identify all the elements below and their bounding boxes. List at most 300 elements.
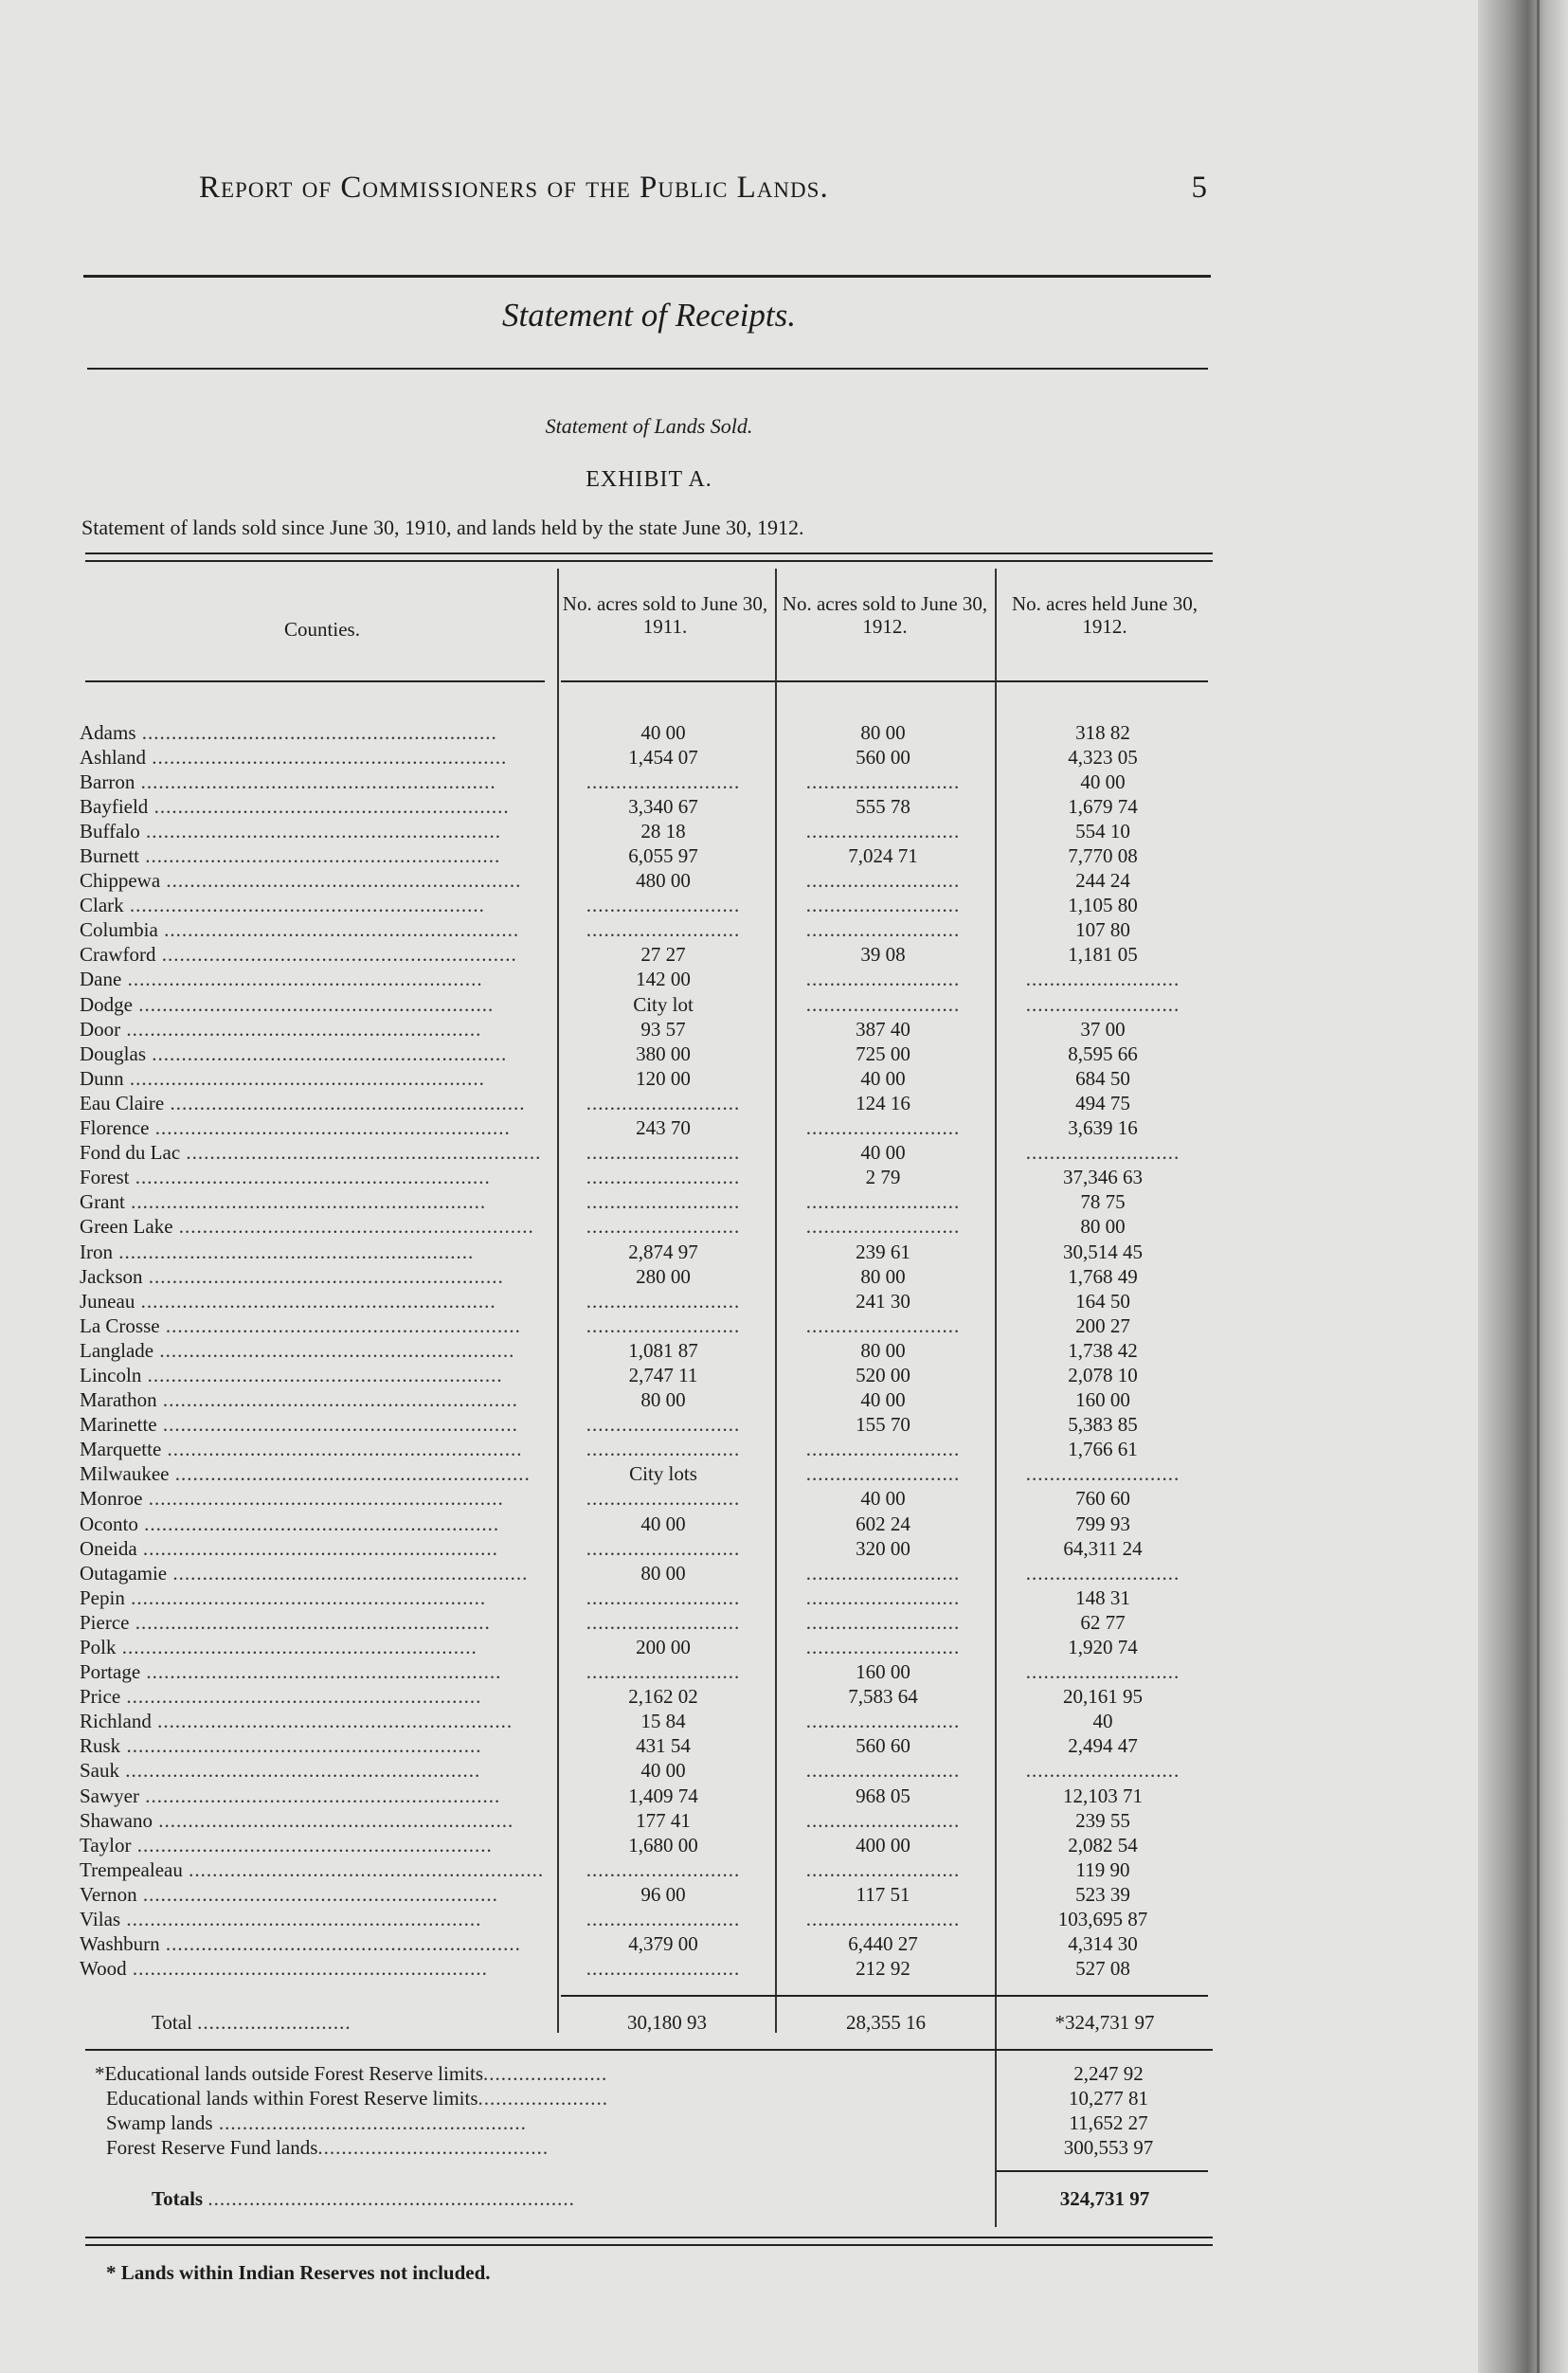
- acres-sold-1911-cell: 380 00: [636, 1042, 691, 1065]
- table-row: [80, 1289, 1213, 1313]
- acres-held-1912-cell: 244 24: [1075, 869, 1130, 893]
- county-name: Columbia: [80, 918, 158, 942]
- table-row: [80, 1808, 1213, 1833]
- acres-held-1912-cell: 107 80: [1075, 918, 1130, 942]
- table-row: [80, 1957, 1213, 1982]
- county-name-cell: [80, 992, 553, 1017]
- grand-totals-row: [152, 2187, 575, 2211]
- acres-sold-1912-cell: 7,024 71: [848, 844, 918, 868]
- acres-sold-1911-cell: ..........................: [586, 1857, 741, 1881]
- leader-dots: ............................................................: [137, 1512, 500, 1535]
- county-name: Ashland: [80, 745, 146, 769]
- county-name: Florence: [80, 1116, 150, 1140]
- acres-held-1912-cell: ..........................: [1025, 968, 1181, 991]
- col-header-counties: Counties.: [284, 618, 360, 641]
- county-name-cell: [80, 1512, 553, 1536]
- leader-dots: ............................................................: [139, 819, 502, 842]
- acres-sold-1912-cell: ..........................: [805, 992, 961, 1016]
- table-row: [80, 1141, 1213, 1166]
- acres-sold-1912-cell: 155 70: [856, 1413, 910, 1437]
- table-row: [80, 1585, 1213, 1610]
- leader-dots: ............................................................: [139, 844, 501, 868]
- col-header-sold-1912: No. acres sold to June 30, 1912.: [782, 592, 988, 638]
- county-name-cell: [80, 1438, 553, 1462]
- county-name-cell: [80, 1240, 553, 1264]
- county-name: La Crosse: [80, 1313, 160, 1337]
- acres-sold-1911-cell: ..........................: [586, 1957, 741, 1981]
- table-row: [80, 1932, 1213, 1957]
- county-name-cell: [80, 1363, 553, 1387]
- leader-dots: ............................................................: [135, 770, 496, 793]
- leader-dots: ............................................................: [182, 1857, 545, 1881]
- summary-labels: [95, 2062, 608, 2161]
- leader-dots: ............................................................: [172, 1215, 534, 1239]
- acres-sold-1911-cell: ..........................: [586, 1141, 741, 1165]
- header-bottom-rule-values: [561, 680, 1208, 682]
- county-name: Vernon: [80, 1882, 137, 1906]
- acres-sold-1912-cell: ..........................: [805, 1585, 961, 1609]
- table-row: [80, 1066, 1213, 1091]
- table-row: [80, 1190, 1213, 1215]
- table-row: [80, 1313, 1213, 1338]
- acres-sold-1911-cell: ..........................: [586, 1091, 741, 1114]
- table-row: [80, 943, 1213, 968]
- acres-sold-1911-cell: 3,340 67: [628, 794, 698, 818]
- acres-sold-1911-cell: 280 00: [636, 1264, 691, 1288]
- table-row: [80, 1091, 1213, 1115]
- acres-sold-1912-cell: ..........................: [805, 1710, 961, 1733]
- total-held-1912: *324,731 97: [1054, 2011, 1155, 2034]
- acres-sold-1912-cell: ..........................: [805, 1462, 961, 1486]
- leader-dots: ............................................................: [123, 894, 485, 917]
- acres-held-1912-cell: ..........................: [1025, 1660, 1181, 1684]
- acres-sold-1911-cell: 480 00: [636, 869, 691, 893]
- summary-line: [95, 2111, 608, 2136]
- county-name: Outagamie: [80, 1561, 168, 1585]
- acres-sold-1912-cell: 124 16: [856, 1091, 910, 1114]
- acres-sold-1911-cell: 40 00: [640, 1512, 686, 1535]
- acres-sold-1911-cell: ..........................: [586, 1610, 741, 1634]
- acres-sold-1911-cell: 96 00: [640, 1882, 686, 1906]
- acres-sold-1912-cell: 241 30: [856, 1289, 910, 1313]
- acres-held-1912-cell: 8,595 66: [1068, 1042, 1138, 1065]
- acres-sold-1911-cell: 40 00: [640, 720, 686, 744]
- total-label: Total: [152, 2011, 192, 2034]
- col-header-held-1912: No. acres held June 30, 1912.: [1012, 592, 1198, 638]
- county-name: Douglas: [80, 1042, 146, 1065]
- leader-dots: ............................................................: [151, 1710, 514, 1733]
- leader-dots: ....................................................: [212, 2111, 527, 2134]
- acres-sold-1911-cell: ..........................: [586, 1166, 741, 1189]
- acres-sold-1912-cell: ..........................: [805, 1438, 961, 1461]
- table-row: [80, 1710, 1213, 1734]
- county-name-cell: [80, 770, 553, 794]
- total-sold-1911: 30,180 93: [627, 2011, 707, 2034]
- acres-sold-1912-cell: ..........................: [805, 869, 961, 893]
- acres-sold-1911-cell: ..........................: [586, 1289, 741, 1313]
- acres-sold-1912-cell: 7,583 64: [848, 1685, 918, 1709]
- county-name: Pierce: [80, 1610, 130, 1634]
- county-name: Fond du Lac: [80, 1141, 181, 1165]
- exhibit-label: EXHIBIT A.: [586, 467, 712, 492]
- county-name: Pepin: [80, 1585, 125, 1609]
- county-name-cell: [80, 1585, 553, 1610]
- acres-sold-1912-cell: 560 60: [856, 1734, 910, 1758]
- county-name-cell: [80, 1487, 553, 1512]
- leader-dots: ............................................................: [123, 1066, 485, 1090]
- acres-held-1912-cell: 1,181 05: [1068, 943, 1138, 967]
- acres-sold-1912-cell: ..........................: [805, 1857, 961, 1881]
- leader-dots: ..........................: [197, 2011, 351, 2034]
- county-name-cell: [80, 943, 553, 968]
- leader-dots: ............................................................: [124, 1190, 487, 1214]
- county-name-cell: [80, 1957, 553, 1982]
- leader-dots: ............................................................: [131, 1833, 493, 1857]
- acres-sold-1911-cell: 243 70: [636, 1116, 691, 1140]
- acres-held-1912-cell: 30,514 45: [1063, 1240, 1143, 1263]
- table-top-rule-2: [85, 560, 1213, 562]
- leader-dots: ............................................................: [156, 1413, 518, 1437]
- acres-sold-1911-cell: 2,874 97: [628, 1240, 698, 1263]
- summary-value: 10,277 81: [1069, 2087, 1148, 2110]
- acres-sold-1911-cell: ..........................: [586, 1413, 741, 1437]
- top-rule: [83, 275, 1211, 278]
- title-rule: [87, 368, 1208, 370]
- leader-dots: ............................................................: [129, 1166, 491, 1189]
- acres-sold-1912-cell: 2 79: [865, 1166, 901, 1189]
- county-name: Juneau: [80, 1289, 135, 1313]
- summary-line: [95, 2087, 608, 2111]
- county-name: Shawano: [80, 1808, 153, 1832]
- acres-sold-1912-cell: ..........................: [805, 1215, 961, 1239]
- county-name-cell: [80, 1857, 553, 1882]
- leader-dots: ............................................................: [120, 1017, 482, 1041]
- book-binding: [1478, 0, 1568, 2373]
- county-name: Barron: [80, 770, 135, 793]
- acres-sold-1911-cell: 120 00: [636, 1066, 691, 1090]
- acres-sold-1911-cell: 177 41: [636, 1808, 691, 1832]
- county-name-cell: [80, 918, 553, 943]
- county-name: Adams: [80, 720, 136, 744]
- table-row: [80, 1908, 1213, 1932]
- county-name-cell: [80, 1116, 553, 1141]
- leader-dots: ......................: [478, 2087, 609, 2110]
- acres-held-1912-cell: 527 08: [1075, 1957, 1130, 1981]
- county-name: Burnett: [80, 844, 139, 868]
- leader-dots: ............................................................: [148, 794, 510, 818]
- table-row: [80, 1413, 1213, 1438]
- leader-dots: ............................................................: [160, 869, 522, 893]
- county-name: Buffalo: [80, 819, 140, 842]
- acres-sold-1911-cell: 1,454 07: [628, 745, 698, 769]
- table-row: [80, 1116, 1213, 1141]
- county-name-cell: [80, 1734, 553, 1759]
- acres-sold-1912-cell: ..........................: [805, 1116, 961, 1140]
- table-row: [80, 1610, 1213, 1635]
- county-name-cell: [80, 843, 553, 868]
- table-row: [80, 992, 1213, 1017]
- summary-value: 2,247 92: [1073, 2062, 1144, 2085]
- county-name-cell: [80, 1685, 553, 1710]
- bottom-rule: [85, 2237, 1213, 2238]
- table-row: [80, 1017, 1213, 1042]
- acres-held-1912-cell: 4,323 05: [1068, 745, 1138, 769]
- acres-sold-1911-cell: 28 18: [640, 819, 686, 842]
- acres-held-1912-cell: 200 27: [1075, 1313, 1130, 1337]
- county-name: Marquette: [80, 1438, 162, 1461]
- acres-held-1912-cell: 40: [1092, 1710, 1113, 1733]
- table-row: [80, 1338, 1213, 1363]
- county-name: Oneida: [80, 1536, 137, 1560]
- acres-held-1912-cell: 2,078 10: [1068, 1363, 1138, 1386]
- acres-sold-1911-cell: ..........................: [586, 894, 741, 917]
- leader-dots: ............................................................: [169, 1462, 531, 1486]
- acres-sold-1911-cell: 1,081 87: [628, 1338, 698, 1362]
- table-row: [80, 1882, 1213, 1907]
- county-name: Polk: [80, 1636, 117, 1659]
- acres-held-1912-cell: 20,161 95: [1063, 1685, 1143, 1709]
- acres-sold-1912-cell: 555 78: [856, 794, 910, 818]
- county-name: Trempealeau: [80, 1857, 183, 1881]
- county-name: Jackson: [80, 1264, 143, 1288]
- acres-sold-1911-cell: 2,162 02: [628, 1685, 698, 1709]
- acres-held-1912-cell: 1,679 74: [1068, 794, 1138, 818]
- acres-held-1912-cell: 1,768 49: [1068, 1264, 1138, 1288]
- county-name-cell: [80, 1338, 553, 1363]
- grand-totals-value: 324,731 97: [1059, 2187, 1150, 2210]
- county-name: Rusk: [80, 1734, 121, 1758]
- leader-dots: ............................................................: [146, 1042, 508, 1065]
- table-row: [80, 869, 1213, 894]
- leader-dots: ............................................................: [135, 720, 497, 744]
- acres-sold-1912-cell: 212 92: [856, 1957, 910, 1981]
- leader-dots: ............................................................: [153, 1338, 515, 1362]
- leader-dots: ............................................................: [141, 1363, 503, 1386]
- acres-held-1912-cell: 1,766 61: [1068, 1438, 1138, 1461]
- leader-dots: ............................................................: [142, 1264, 504, 1288]
- acres-sold-1912-cell: 40 00: [860, 1066, 906, 1090]
- acres-sold-1912-cell: ..........................: [805, 1190, 961, 1214]
- acres-sold-1912-cell: ..........................: [805, 770, 961, 793]
- county-name-cell: [80, 1042, 553, 1066]
- county-name-cell: [80, 1882, 553, 1907]
- table-row: [80, 1734, 1213, 1759]
- acres-sold-1911-cell: 1,409 74: [628, 1784, 698, 1807]
- county-name: Dodge: [80, 992, 133, 1016]
- total-rule: [85, 2049, 1213, 2051]
- acres-sold-1912-cell: ..........................: [805, 1636, 961, 1659]
- acres-sold-1912-cell: 39 08: [860, 943, 906, 967]
- county-name-cell: [80, 1536, 553, 1561]
- bottom-rule-2: [85, 2244, 1213, 2246]
- acres-sold-1911-cell: 80 00: [640, 1561, 686, 1585]
- table-row: [80, 1833, 1213, 1857]
- table-row: [80, 1561, 1213, 1585]
- leader-dots: ............................................................: [167, 1561, 529, 1585]
- table-row: [80, 1264, 1213, 1289]
- table-row: [80, 1536, 1213, 1561]
- acres-held-1912-cell: 64,311 24: [1063, 1536, 1143, 1560]
- table-row: [80, 843, 1213, 868]
- leader-dots: ............................................................: [155, 943, 517, 967]
- leader-dots: ............................................................: [135, 1289, 496, 1313]
- leader-dots: ............................................................: [120, 1685, 482, 1709]
- acres-sold-1912-cell: 320 00: [856, 1536, 910, 1560]
- acres-sold-1912-cell: ..........................: [805, 1313, 961, 1337]
- acres-held-1912-cell: 2,082 54: [1068, 1833, 1138, 1857]
- county-name-cell: [80, 1264, 553, 1289]
- county-name-cell: [80, 745, 553, 770]
- county-name: Crawford: [80, 943, 156, 967]
- acres-sold-1911-cell: 2,747 11: [628, 1363, 698, 1386]
- leader-dots: ............................................................: [140, 1660, 502, 1684]
- acres-held-1912-cell: 760 60: [1075, 1487, 1130, 1511]
- leader-dots: ............................................................: [164, 1091, 526, 1114]
- acres-held-1912-cell: 523 39: [1075, 1882, 1130, 1906]
- acres-held-1912-cell: 37 00: [1080, 1017, 1126, 1041]
- county-name-cell: [80, 1091, 553, 1115]
- acres-held-1912-cell: 494 75: [1075, 1091, 1130, 1114]
- county-name: Vilas: [80, 1908, 121, 1931]
- acres-sold-1911-cell: ..........................: [586, 1908, 741, 1931]
- acres-sold-1912-cell: 40 00: [860, 1388, 906, 1412]
- county-name: Marathon: [80, 1388, 157, 1412]
- acres-held-1912-cell: 3,639 16: [1068, 1116, 1138, 1140]
- county-name: Lincoln: [80, 1363, 142, 1386]
- leader-dots: ............................................................: [121, 968, 483, 991]
- table-row: [80, 745, 1213, 770]
- county-name-cell: [80, 1635, 553, 1659]
- summary-label: Forest Reserve Fund lands: [106, 2136, 318, 2159]
- acres-held-1912-cell: 554 10: [1075, 819, 1130, 842]
- table-row: [80, 1166, 1213, 1190]
- county-name-cell: [80, 1833, 553, 1857]
- acres-sold-1911-cell: ..........................: [586, 1438, 741, 1461]
- acres-held-1912-cell: ..........................: [1025, 1561, 1181, 1585]
- acres-sold-1912-cell: 387 40: [856, 1017, 910, 1041]
- acres-sold-1911-cell: City lots: [629, 1462, 697, 1486]
- table-row: [80, 1363, 1213, 1387]
- leader-dots: ............................................................: [116, 1636, 478, 1659]
- acres-sold-1911-cell: 142 00: [636, 968, 691, 991]
- county-name-cell: [80, 720, 553, 745]
- acres-held-1912-cell: 7,770 08: [1068, 844, 1138, 868]
- acres-held-1912-cell: 78 75: [1080, 1190, 1126, 1214]
- acres-sold-1912-cell: 239 61: [856, 1240, 910, 1263]
- leader-dots: ............................................................: [119, 1759, 481, 1783]
- acres-sold-1911-cell: ..........................: [586, 1190, 741, 1214]
- county-name-cell: [80, 1141, 553, 1166]
- county-name-cell: [80, 1784, 553, 1808]
- county-name-cell: [80, 794, 553, 819]
- table-row: [80, 918, 1213, 943]
- acres-sold-1911-cell: ..........................: [586, 1660, 741, 1684]
- county-name-cell: [80, 819, 553, 843]
- acres-sold-1912-cell: 560 00: [856, 745, 910, 769]
- county-name: Price: [80, 1685, 121, 1709]
- leader-dots: ............................................................: [142, 1487, 504, 1511]
- acres-sold-1911-cell: 431 54: [636, 1734, 691, 1758]
- county-name: Portage: [80, 1660, 141, 1684]
- table-row: [80, 1462, 1213, 1487]
- acres-held-1912-cell: ..........................: [1025, 1462, 1181, 1486]
- acres-sold-1912-cell: ..........................: [805, 1610, 961, 1634]
- leader-dots: ............................................................: [153, 1808, 514, 1832]
- county-name-cell: [80, 1908, 553, 1932]
- county-name-cell: [80, 1017, 553, 1042]
- summary-label: *Educational lands outside Forest Reserve limits: [95, 2062, 484, 2085]
- leader-dots: ............................................................: [156, 1388, 518, 1412]
- acres-sold-1911-cell: ..........................: [586, 770, 741, 793]
- county-name-cell: [80, 869, 553, 894]
- header-title: Report of Commissioners of the Public Lands.: [199, 171, 829, 205]
- acres-sold-1912-cell: 80 00: [860, 720, 906, 744]
- acres-sold-1912-cell: 725 00: [856, 1042, 910, 1065]
- county-name-cell: [80, 1413, 553, 1438]
- leader-dots: ............................................................: [138, 1784, 501, 1807]
- acres-held-1912-cell: 4,314 30: [1068, 1932, 1138, 1956]
- county-name-cell: [80, 1066, 553, 1091]
- county-name-cell: [80, 1932, 553, 1957]
- acres-sold-1912-cell: 400 00: [856, 1833, 910, 1857]
- county-name: Forest: [80, 1166, 130, 1189]
- county-name: Wood: [80, 1957, 127, 1981]
- leader-dots: ............................................................: [120, 1734, 482, 1758]
- rows-bottom-rule: [561, 1995, 1208, 1997]
- acres-held-1912-cell: 2,494 47: [1068, 1734, 1138, 1758]
- page-number: 5: [1191, 171, 1208, 205]
- acres-held-1912-cell: 80 00: [1080, 1215, 1126, 1239]
- table-row: [80, 1660, 1213, 1685]
- header-bottom-rule-counties: [85, 680, 545, 682]
- sub-title: Statement of Lands Sold.: [545, 414, 753, 438]
- summary-value: 300,553 97: [1063, 2136, 1154, 2159]
- county-name-cell: [80, 1166, 553, 1190]
- col-header-sold-1911: No. acres sold to June 30, 1911.: [562, 592, 768, 638]
- county-name: Bayfield: [80, 794, 149, 818]
- table-row: [80, 1215, 1213, 1240]
- table-row: [80, 770, 1213, 794]
- county-name-cell: [80, 968, 553, 992]
- lands-table: [80, 720, 1213, 1982]
- county-name-cell: [80, 1759, 553, 1784]
- leader-dots: ............................................................: [133, 992, 495, 1016]
- leader-dots: ............................................................: [124, 1585, 487, 1609]
- table-row: [80, 1388, 1213, 1413]
- table-row: [80, 968, 1213, 992]
- intro-text: Statement of lands sold since June 30, 1910, and lands held by the state June 30, 1912.: [81, 516, 804, 539]
- acres-held-1912-cell: 103,695 87: [1057, 1908, 1148, 1931]
- county-name: Monroe: [80, 1487, 143, 1511]
- table-row: [80, 1438, 1213, 1462]
- table-row: [80, 1635, 1213, 1659]
- totals-label: Totals: [152, 2187, 204, 2210]
- table-row: [80, 1240, 1213, 1264]
- summary-label: Educational lands within Forest Reserve limits: [106, 2087, 478, 2110]
- county-name-cell: [80, 1610, 553, 1635]
- leader-dots: .....................: [483, 2062, 608, 2085]
- acres-held-1912-cell: 684 50: [1075, 1066, 1130, 1090]
- table-row: [80, 819, 1213, 843]
- county-name: Dane: [80, 968, 122, 991]
- county-name-cell: [80, 1215, 553, 1240]
- acres-sold-1912-cell: 117 51: [856, 1882, 910, 1906]
- summary-line: [95, 2062, 608, 2087]
- acres-sold-1912-cell: ..........................: [805, 819, 961, 842]
- county-name: Door: [80, 1017, 121, 1041]
- acres-held-1912-cell: ..........................: [1025, 992, 1181, 1016]
- acres-sold-1911-cell: ..........................: [586, 1313, 741, 1337]
